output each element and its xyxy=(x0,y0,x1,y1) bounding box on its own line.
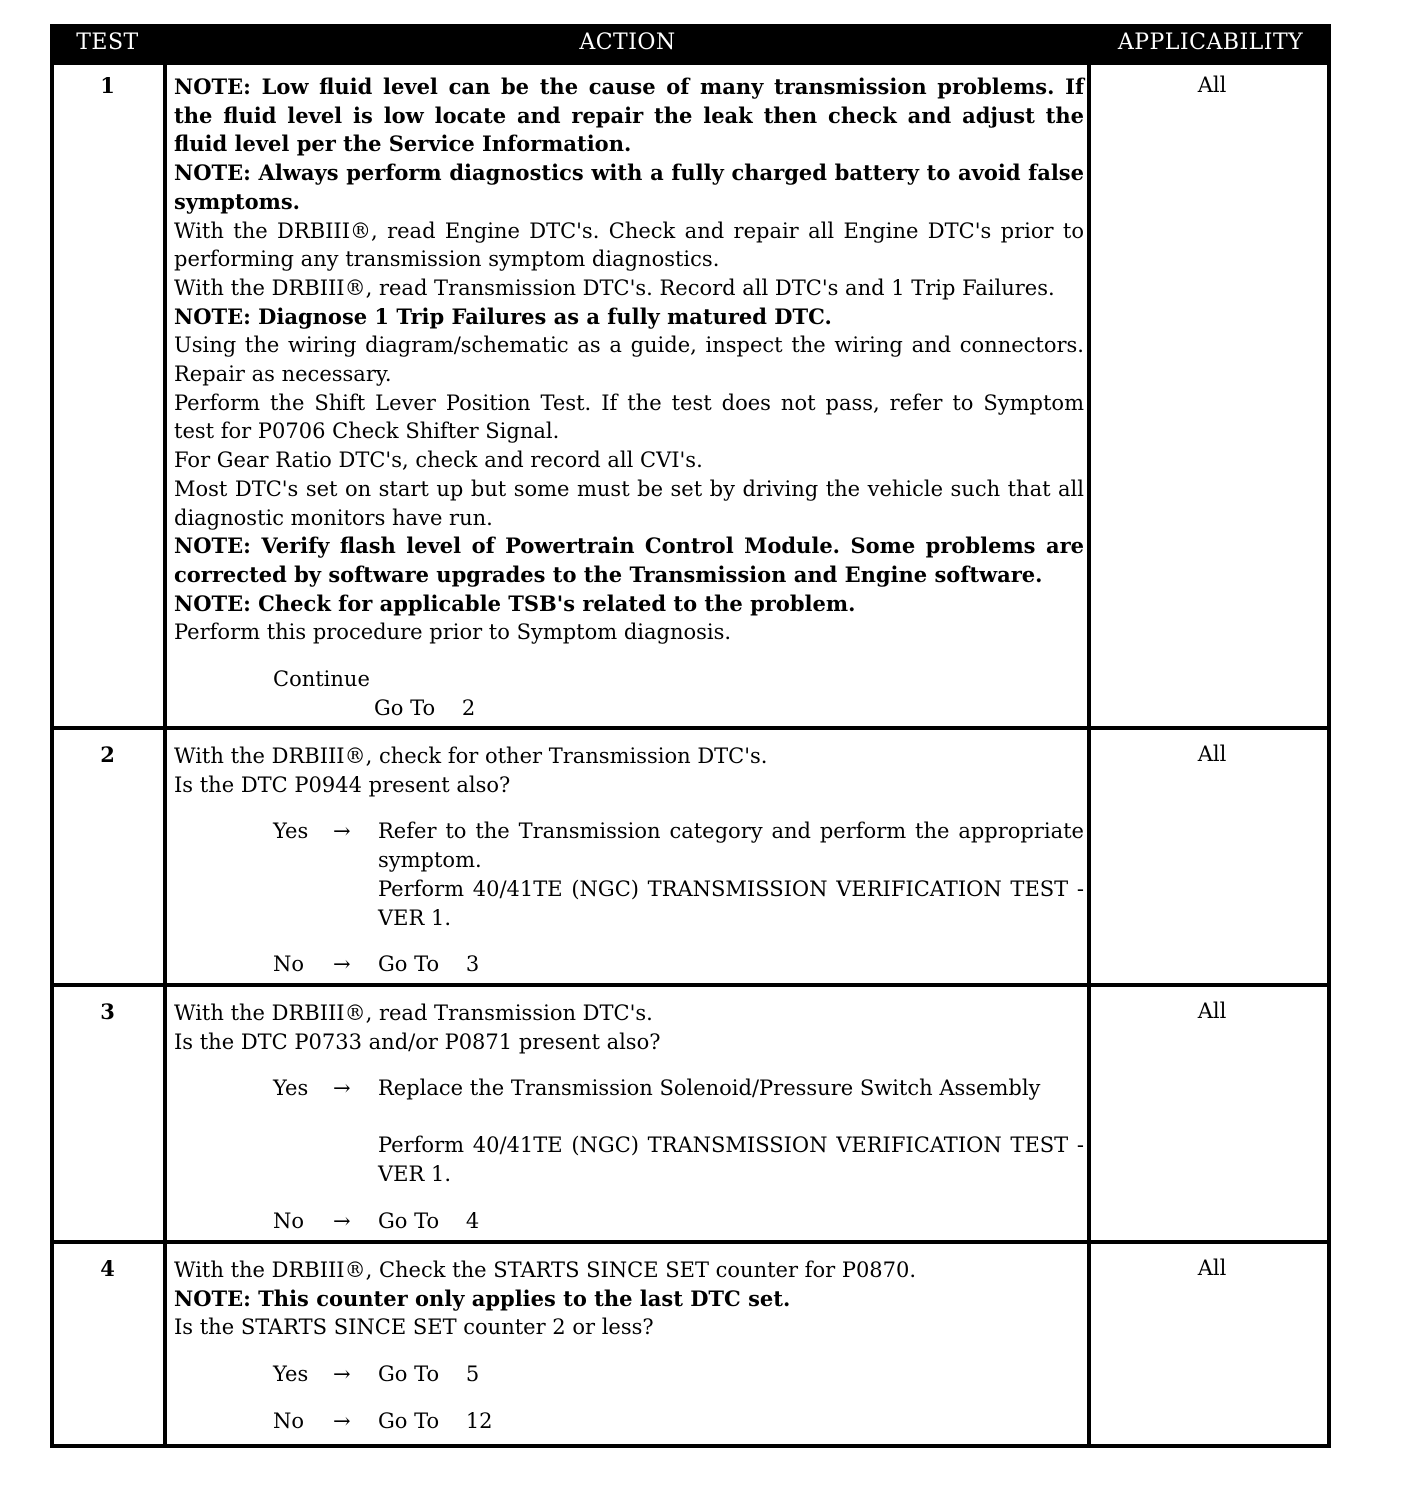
note-text: NOTE: Low fluid level can be the cause of many transmission problems. If the fluid level is low locate and repair the leak then check and adjust the fluid level per the Service Information. xyxy=(174,74,1084,157)
test-number: 3 xyxy=(100,999,115,1024)
note-text: NOTE: Always perform diagnostics with a fully charged battery to avoid false symptoms. xyxy=(174,160,1084,214)
instruction-text: Perform the Shift Lever Position Test. If the test does not pass, refer to Symptom test for P0706 Check Shifter Signal. xyxy=(174,390,1084,444)
row-divider xyxy=(50,726,1331,730)
verification-text: Perform 40/41TE (NGC) TRANSMISSION VERIFICATION TEST - VER 1. xyxy=(378,876,1084,930)
note-text: NOTE: Verify flash level of Powertrain Control Module. Some problems are corrected by software upgrades to the Transmission and Engine software. xyxy=(174,533,1084,587)
note-text: NOTE: Check for applicable TSB's related to the problem. xyxy=(174,590,856,616)
row-divider xyxy=(50,983,1331,987)
applicability-value: All xyxy=(1197,1256,1227,1280)
verification-text: Perform 40/41TE (NGC) TRANSMISSION VERIFICATION TEST - VER 1. xyxy=(378,1133,1084,1186)
applicability-value: All xyxy=(1197,73,1227,97)
applicability-value: All xyxy=(1197,742,1227,766)
no-branch xyxy=(174,950,1084,979)
instruction-text: With the DRBIII®, Check the STARTS SINCE SET counter for P0870. xyxy=(174,1258,917,1282)
no-branch xyxy=(174,1407,1084,1436)
instruction-text: Using the wiring diagram/schematic as a guide, inspect the wiring and connectors. Repair as necessary. xyxy=(174,333,1084,387)
table-header xyxy=(50,24,1331,61)
arrow-icon: → xyxy=(333,819,351,844)
instruction-text: With the DRBIII®, check for other Transmission DTC's. xyxy=(174,744,768,768)
goto-link[interactable]: Go To 12 xyxy=(378,1408,493,1433)
no-branch xyxy=(174,1207,1084,1236)
header-test: TEST xyxy=(76,30,139,55)
arrow-icon: → xyxy=(333,952,351,977)
arrow-icon: → xyxy=(333,1408,351,1433)
row-divider xyxy=(50,1240,1331,1244)
question-text: Is the STARTS SINCE SET counter 2 or less? xyxy=(174,1315,654,1340)
goto-link[interactable]: Go To 2 xyxy=(374,695,476,720)
question-text: Is the DTC P0944 present also? xyxy=(174,772,511,797)
test-number: 2 xyxy=(100,742,115,767)
yes-branch xyxy=(174,1360,1084,1389)
diagnostic-table xyxy=(50,24,1331,1448)
question-text: Is the DTC P0733 and/or P0871 present also? xyxy=(174,1029,661,1054)
header-action: ACTION xyxy=(579,30,676,55)
yes-action-text: Replace the Transmission Solenoid/Pressure Switch Assembly xyxy=(378,1076,1041,1101)
note-text: NOTE: Diagnose 1 Trip Failures as a fully matured DTC. xyxy=(174,303,832,329)
note-text: NOTE: This counter only applies to the last DTC set. xyxy=(174,1285,791,1311)
instruction-text: For Gear Ratio DTC's, check and record all CVI's. xyxy=(174,448,703,473)
applicability-value: All xyxy=(1197,999,1227,1023)
yes-label: Yes xyxy=(273,819,309,844)
goto-link[interactable]: Go To 4 xyxy=(378,1208,480,1233)
instruction-text: With the DRBIII®, read Transmission DTC's. Record all DTC's and 1 Trip Failures. xyxy=(174,275,1055,300)
action-cell xyxy=(174,999,1084,1235)
action-cell xyxy=(174,1256,1084,1436)
yes-label: Yes xyxy=(273,1076,309,1101)
arrow-icon: → xyxy=(333,1208,351,1233)
action-cell xyxy=(174,73,1084,722)
no-label: No xyxy=(273,952,305,977)
arrow-icon: → xyxy=(333,1076,351,1101)
goto-link[interactable]: Go To 3 xyxy=(378,952,480,977)
test-number: 1 xyxy=(100,73,115,98)
header-applicability: APPLICABILITY xyxy=(1117,30,1304,55)
yes-branch xyxy=(174,1074,1084,1188)
instruction-text: With the DRBIII®, read Engine DTC's. Check and repair all Engine DTC's prior to performing any transmission symptom diagnostics. xyxy=(174,218,1084,272)
action-cell xyxy=(174,742,1084,979)
yes-action-text: Refer to the Transmission category and perform the appropriate symptom. xyxy=(378,819,1084,873)
yes-branch xyxy=(174,817,1084,932)
no-label: No xyxy=(273,1208,305,1233)
instruction-text: With the DRBIII®, read Transmission DTC's. xyxy=(174,1001,653,1025)
goto-link[interactable]: Go To 5 xyxy=(378,1362,480,1387)
continue-label: Continue xyxy=(273,667,370,692)
instruction-text: Most DTC's set on start up but some must be set by driving the vehicle such that all diagnostic monitors have run. xyxy=(174,476,1084,530)
instruction-text: Perform this procedure prior to Symptom diagnosis. xyxy=(174,620,732,645)
no-label: No xyxy=(273,1408,305,1433)
test-number: 4 xyxy=(100,1256,115,1281)
arrow-icon: → xyxy=(333,1362,351,1387)
yes-label: Yes xyxy=(273,1362,309,1387)
